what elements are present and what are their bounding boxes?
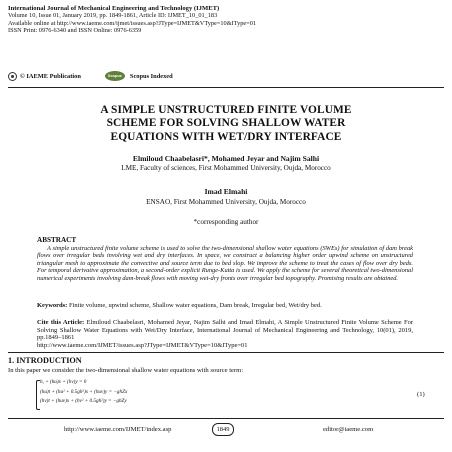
affiliation-1: LME, Faculty of sciences, First Mohammed University, Oujda, Morocco — [121, 164, 331, 172]
footer-divider — [8, 418, 444, 419]
keywords-text: Finite volume, upwind scheme, Shallow water equations, Dam break, Irregular bed, Wet/dry bed. — [67, 302, 322, 309]
abstract-heading: ABSTRACT — [37, 236, 77, 244]
introduction-text: In this paper we consider the two-dimensional shallow water equations with source term: — [8, 367, 244, 374]
abstract-body: A simple unstructured finite volume scheme is used to solve the two-dimensional shallow water equations (SWEs) for simulation of dam break flows over irregular beds involving wet and dry interfaces. In space, we construct a balancing higher order upwind scheme on unstructured triangular mesh to approximate the convective and source term due to bed slop. We improve the scheme to treat the cases of flow over dry beds. For temporal derivative approximation, a second-order explicit Runge-Kutta is used. We apply the scheme for several theoretical two-dimensional numerical experiments involving dam-break flows with moving wet-dry fronts over irregular bed topography. Promising results are obtained. — [37, 245, 413, 282]
paper-title — [20, 104, 432, 144]
journal-header — [8, 5, 448, 35]
publisher-row — [8, 70, 448, 82]
equation-number: (1) — [417, 391, 425, 398]
title-line-2: SCHEME FOR SOLVING SHALLOW WATER — [106, 117, 346, 130]
keywords-label: Keywords: — [37, 302, 68, 309]
cite-label: Cite this Article: — [37, 319, 85, 326]
equation-system — [40, 378, 240, 407]
keywords — [37, 302, 413, 310]
affiliation-2: ENSAO, First Mohammed University, Oujda, Morocco — [146, 198, 306, 206]
title-line-1: A SIMPLE UNSTRUCTURED FINITE VOLUME — [100, 104, 352, 116]
header-divider — [8, 87, 444, 88]
iaeme-logo-icon — [8, 72, 17, 81]
footer-email[interactable]: editor@iaeme.com — [323, 426, 374, 433]
author-list-1: Elmiloud Chaabelasri*, Mohamed Jeyar and Najim Salhi — [132, 154, 320, 163]
available-online-line[interactable]: Available online at http://www.iaeme.com/ijmet/issues.asp?JType=IJMET&VType=10&IType=01 — [8, 19, 257, 27]
equation-line-2: (hu)t + (hu² + 0.5gh²)x + (huv)y = −ghZx — [40, 388, 128, 395]
footer-url[interactable]: http://www.iaeme.com/IJMET/index.asp — [64, 426, 172, 433]
scopus-logo-icon: Scopus — [105, 71, 125, 81]
introduction-heading: 1. INTRODUCTION — [8, 356, 82, 365]
journal-name: International Journal of Mechanical Engineering and Technology (IJMET) — [8, 5, 220, 12]
section-divider — [8, 352, 444, 353]
equation-line-3: (hv)t + (huv)x + (hv² + 0.5gh²)y = −ghZy — [40, 398, 127, 404]
publication-label: © IAEME Publication — [20, 72, 81, 80]
cite-this-article — [37, 319, 413, 349]
equation-line-1: h, + (hu)x + (hv)y = 0 — [40, 379, 87, 385]
cite-text: Elmiloud Chaabelasri, Mohamed Jeyar, Najim Salhi and Imad Elmahi, A Simple Unstructured Finite Volume Scheme For Solving Shallow Water Equations with Wet/Dry Interface, International Journal of Mechanical Engineering and Technology, 10(01), 2019, pp.1849–1861 — [37, 319, 413, 341]
scopus-indexed-label: Scopus Indexed — [129, 72, 173, 80]
title-line-3: EQUATIONS WITH WET/DRY INTERFACE — [110, 130, 342, 143]
corresponding-author-note: *corresponding author — [193, 218, 259, 226]
volume-line: Volume 10, Issue 01, January 2019, pp. 1849-1861, Article ID: IJMET_10_01_183 — [8, 12, 218, 20]
page-number: 1849 — [212, 423, 234, 436]
author-list-2: Imad Elmahi — [204, 187, 248, 196]
issn-line: ISSN Print: 0976-6340 and ISSN Online: 0976-6359 — [8, 27, 142, 35]
cite-url[interactable]: http://www.iaeme.com/IJMET/issues.asp?JType=IJMET&VType=10&IType=01 — [37, 341, 248, 349]
